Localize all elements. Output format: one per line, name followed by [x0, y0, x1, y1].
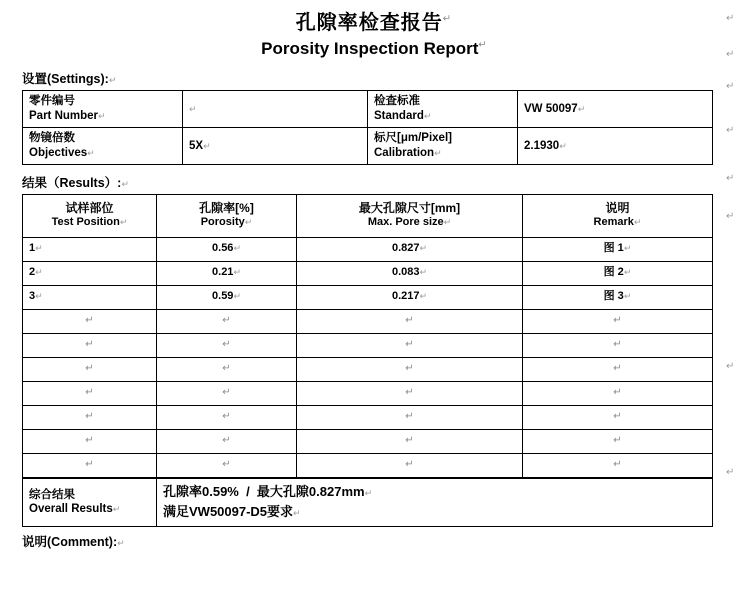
column-header-porosity: 孔隙率[%] Porosity↵ [157, 194, 297, 237]
cell-porosity[interactable]: ↵ [157, 453, 297, 477]
table-row [23, 261, 713, 285]
cell-remark[interactable]: ↵ [523, 309, 713, 333]
cell-test-position[interactable]: ↵ [23, 429, 157, 453]
paragraph-mark: ↵ [117, 538, 125, 549]
cell-max-pore-size[interactable]: ↵ [297, 357, 523, 381]
paragraph-mark: ↵ [726, 81, 735, 92]
table-row [23, 357, 713, 381]
paragraph-mark: ↵ [726, 125, 735, 136]
objectives-value[interactable]: 5X↵ [183, 127, 368, 164]
column-header-max-pore-size: 最大孔隙尺寸[mm] Max. Pore size↵ [297, 194, 523, 237]
paragraph-mark: ↵ [478, 39, 487, 51]
paragraph-mark: ↵ [726, 211, 735, 222]
cell-porosity[interactable]: 0.21↵ [157, 261, 297, 285]
table-row [23, 333, 713, 357]
table-row [23, 453, 713, 477]
paragraph-mark: ↵ [121, 178, 129, 189]
paragraph-mark: ↵ [726, 13, 735, 24]
part-number-label: 零件编号 Part Number↵ [23, 90, 183, 127]
table-row [23, 405, 713, 429]
settings-table [22, 90, 713, 165]
cell-porosity[interactable]: ↵ [157, 333, 297, 357]
cell-porosity[interactable]: ↵ [157, 309, 297, 333]
paragraph-mark: ↵ [726, 49, 735, 60]
cell-test-position[interactable]: ↵ [23, 357, 157, 381]
table-header-row [23, 194, 713, 237]
cell-test-position[interactable]: ↵ [23, 333, 157, 357]
cell-max-pore-size[interactable]: ↵ [297, 429, 523, 453]
cell-max-pore-size[interactable]: ↵ [297, 309, 523, 333]
paragraph-mark: ↵ [726, 467, 735, 478]
cell-max-pore-size[interactable]: 0.083↵ [297, 261, 523, 285]
margin-paragraph-marks [726, 0, 740, 478]
paragraph-mark: ↵ [726, 173, 735, 184]
cell-remark[interactable]: 图 1↵ [523, 237, 713, 261]
standard-label-en: Standard↵ [374, 109, 432, 122]
standard-value[interactable]: VW 50097↵ [518, 90, 713, 127]
table-row [23, 237, 713, 261]
cell-remark[interactable]: ↵ [523, 405, 713, 429]
cell-remark[interactable]: 图 2↵ [523, 261, 713, 285]
cell-test-position[interactable]: 1↵ [23, 237, 157, 261]
paragraph-mark: ↵ [108, 74, 117, 85]
column-header-remark: 说明 Remark↵ [523, 194, 713, 237]
column-header-test-position: 试样部位 Test Position↵ [23, 194, 157, 237]
title-english: Porosity Inspection Report↵ [261, 39, 487, 58]
cell-max-pore-size[interactable]: ↵ [297, 405, 523, 429]
cell-porosity[interactable]: 0.56↵ [157, 237, 297, 261]
cell-remark[interactable]: ↵ [523, 429, 713, 453]
overall-results-table [22, 478, 713, 528]
cell-max-pore-size[interactable]: ↵ [297, 381, 523, 405]
cell-porosity[interactable]: ↵ [157, 357, 297, 381]
paragraph-mark: ↵ [726, 361, 735, 372]
overall-results-label: 综合结果 Overall Results↵ [23, 478, 157, 527]
table-row [23, 381, 713, 405]
cell-test-position[interactable]: ↵ [23, 309, 157, 333]
standard-label: 检查标准 Standard↵ [368, 90, 518, 127]
table-row [23, 429, 713, 453]
table-row [23, 127, 713, 164]
cell-max-pore-size[interactable]: ↵ [297, 333, 523, 357]
paragraph-mark: ↵ [442, 13, 453, 25]
part-number-label-en: Part Number↵ [29, 109, 106, 122]
overall-line-1: 孔隙率0.59% / 最大孔隙0.827mm↵ [163, 483, 373, 499]
cell-test-position[interactable]: 2↵ [23, 261, 157, 285]
part-number-value[interactable]: ↵ [183, 90, 368, 127]
cell-porosity[interactable]: ↵ [157, 381, 297, 405]
cell-remark[interactable]: ↵ [523, 357, 713, 381]
results-heading: 结果（Results）:↵ [22, 175, 129, 190]
cell-max-pore-size[interactable]: ↵ [297, 453, 523, 477]
overall-results-value[interactable] [157, 478, 713, 527]
table-row [23, 309, 713, 333]
settings-heading: 设置(Settings):↵ [22, 71, 117, 86]
document-title [0, 0, 748, 61]
cell-porosity[interactable]: ↵ [157, 405, 297, 429]
cell-remark[interactable]: 图 3↵ [523, 285, 713, 309]
cell-porosity[interactable]: ↵ [157, 429, 297, 453]
cell-max-pore-size[interactable]: 0.827↵ [297, 237, 523, 261]
cell-test-position[interactable]: ↵ [23, 381, 157, 405]
title-chinese: 孔隙率检查报告↵ [295, 12, 453, 34]
table-row [23, 285, 713, 309]
overall-line-2: 满足VW50097-D5要求↵ [163, 504, 301, 520]
objectives-label: 物镜倍数 Objectives↵ [23, 127, 183, 164]
cell-remark[interactable]: ↵ [523, 453, 713, 477]
calibration-label: 标尺[μm/Pixel] Calibration↵ [368, 127, 518, 164]
cell-test-position[interactable]: ↵ [23, 405, 157, 429]
calibration-value[interactable]: 2.1930↵ [518, 127, 713, 164]
cell-max-pore-size[interactable]: 0.217↵ [297, 285, 523, 309]
table-row [23, 90, 713, 127]
comment-heading: 说明(Comment):↵ [22, 535, 125, 550]
cell-remark[interactable]: ↵ [523, 333, 713, 357]
cell-remark[interactable]: ↵ [523, 381, 713, 405]
calibration-label-en: Calibration↵ [374, 146, 442, 159]
cell-test-position[interactable]: ↵ [23, 453, 157, 477]
cell-test-position[interactable]: 3↵ [23, 285, 157, 309]
results-table [22, 194, 713, 478]
cell-porosity[interactable]: 0.59↵ [157, 285, 297, 309]
table-row [23, 478, 713, 527]
objectives-label-en: Objectives↵ [29, 146, 95, 159]
